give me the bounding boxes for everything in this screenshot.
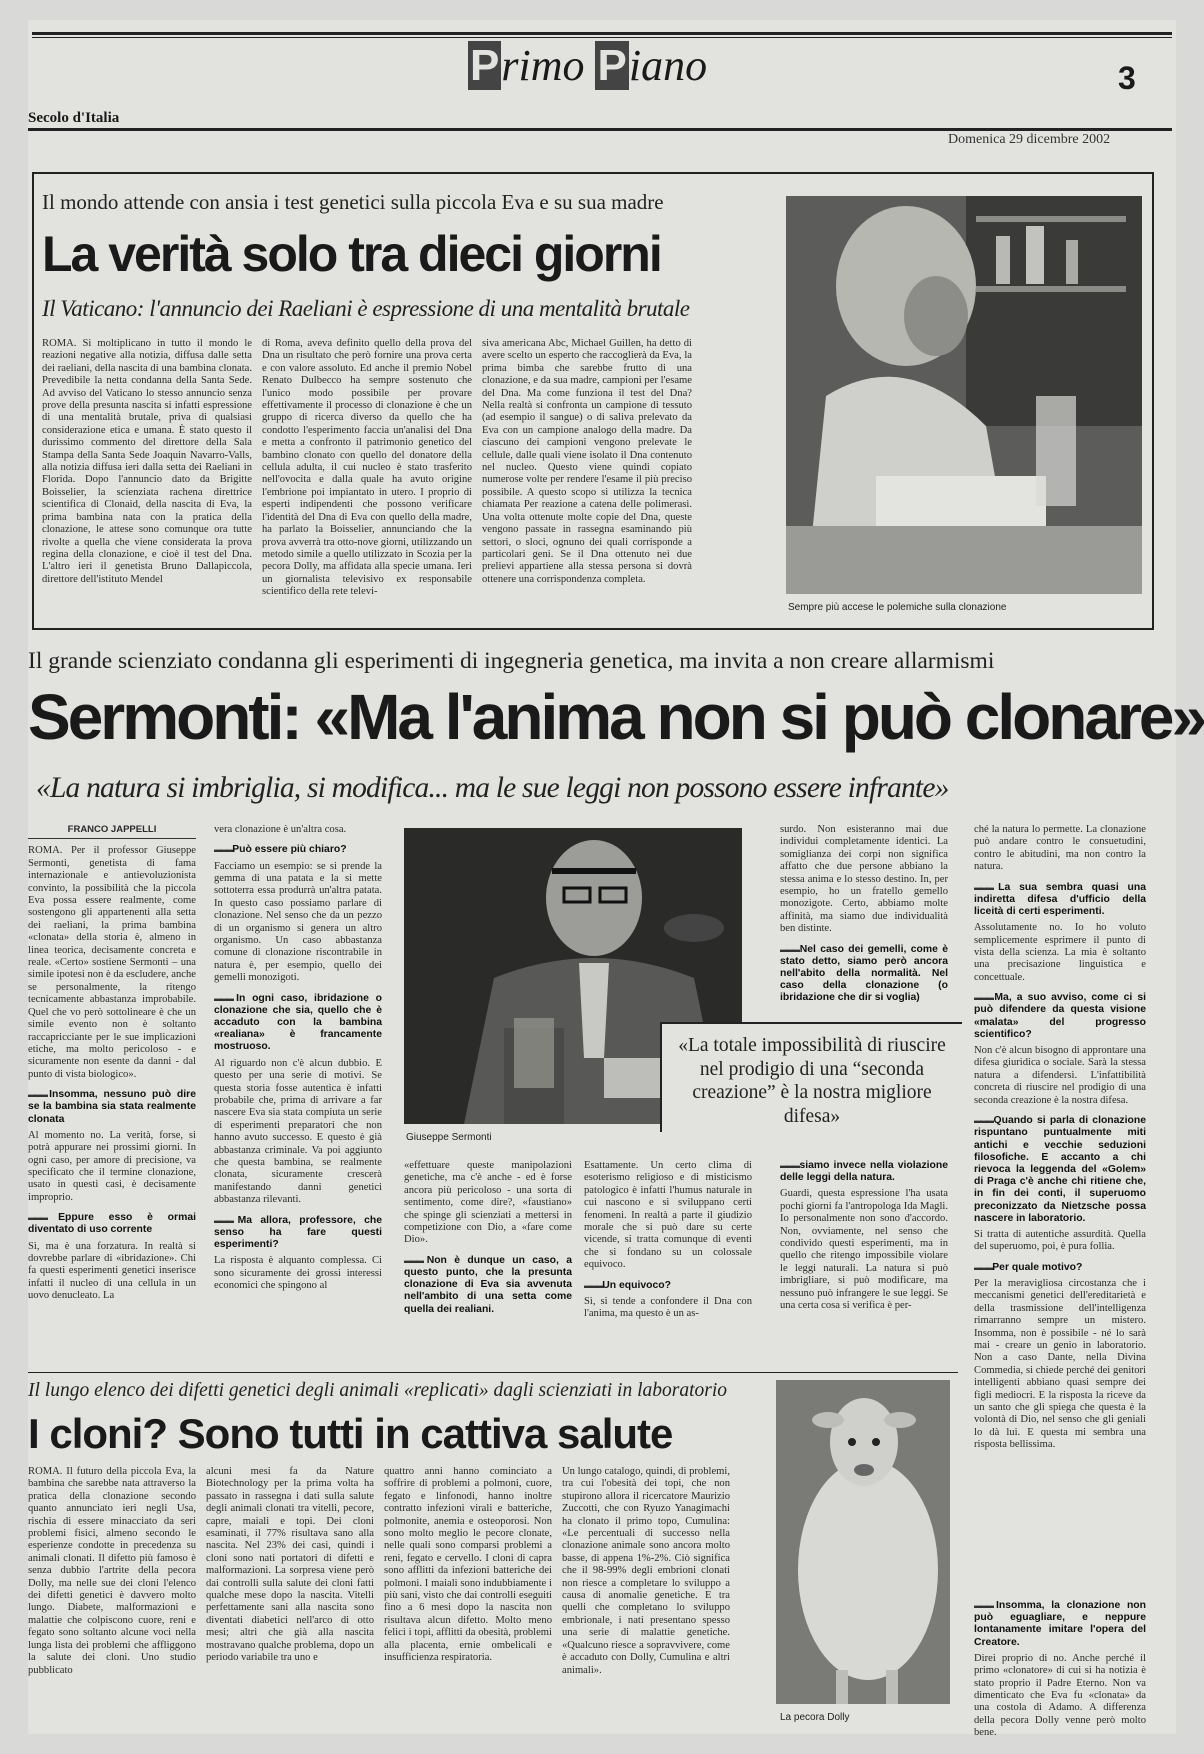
article-3-col-4: Un lungo catalogo, quindi, di problemi, tra cui l'obesità dei topi, che non stupirono allora il ricercatore Maurizio Zuccotti, che con Ryuzo Yanagimachi ha clonato il primo topo, Cumulina: «Le percentuali di successo nella clonazione animale sono ancora molto basse, di appena 1%-2%. Ciò significa che il 98-99% degli embrioni clonati non riesce a completare lo sviluppo a causa di anomalie genetiche. E tra quelli che completano lo sviluppo embrionale, i nati presentano spesso una serie di malattie genetiche. «Qualcuno riesce a sopravvivere, come è accaduto con Dolly, Cumulina e altri animali». bbox=[562, 1466, 730, 1676]
question: ▬▬▬ Per quale motivo? bbox=[974, 1262, 1146, 1274]
question: ▬▬▬ Ma, a suo avviso, come ci si può difendere da questa visione «malata» del progresso scientifico? bbox=[974, 992, 1146, 1041]
sheep-image bbox=[776, 1380, 950, 1704]
paragraph: ROMA. Per il professor Giuseppe Sermonti, genetista di fama internazionale e antievoluzionista convinto, la possibilità che la piccola Eva possa essere realmente, come sostengono gli appartenenti alla setta dei raeliani, la prima bambina «clonata» della storia è, almeno in linea teorica, decisamente concreta e reale. «Certo» sostiene Sermonti – una simile ipotesi non è da escludere, anche se personalmente, la ritengo tecnicamente abbastanza improbabile. Quel che vo però sottolineare è che un simile evento non è soltanto raccapricciante per le sue implicazioni etiche, ma molto pericoloso - e sicuramente non esente da danni - dal punto di vista biologico». bbox=[28, 845, 196, 1080]
lab-scene-image bbox=[786, 196, 1142, 594]
paragraph: Si tratta di autentiche assurdità. Quella del superuomo, poi, è pura follia. bbox=[974, 1228, 1146, 1253]
article-1-headline: La verità solo tra dieci giorni bbox=[42, 226, 661, 282]
paragraph: vera clonazione è un'altra cosa. bbox=[214, 824, 347, 835]
article-2-col-1 bbox=[28, 824, 196, 1358]
article-3-rule bbox=[28, 1372, 958, 1373]
newspaper-name: Secolo d'Italia bbox=[28, 110, 120, 126]
question: ▬▬▬ La sua sembra quasi una indiretta difesa d'ufficio della liceità di certi esperimenti. bbox=[974, 882, 1146, 919]
article-2-caption: Giuseppe Sermonti bbox=[406, 1132, 492, 1143]
question: ▬▬▬ Quando si parla di clonazione rispuntano puntualmente miti antichi e vecchie seduzioni filosofiche. E accanto a chi rievoca la leggenda del «Golem» di Praga c'è anche chi ritiene che, in fin dei conti, il superuomo preconizzato da Nietzsche possa nascere in laboratorio. bbox=[974, 1115, 1146, 1225]
date: Domenica 29 dicembre 2002 bbox=[948, 132, 1111, 147]
article-1-kicker: Il mondo attende con ansia i test genetici sulla piccola Eva e su sua madre bbox=[42, 190, 664, 214]
article-2-col-5-bottom bbox=[780, 1160, 948, 1356]
paragraph: Facciamo un esempio: se si prende la gemma di una patata e la si mette sottoterra essa produrrà un'altra patata. In questo caso possiamo parlare di clonazione. Nel senso che da un pezzo di un organismo si genera un altro organismo. Un caso abbastanza comune di clonazione riscontrabile in natura è, per esempio, quello dei gemelli monozigoti. bbox=[214, 860, 382, 984]
article-3-col-1: ROMA. Il futuro della piccola Eva, la bambina che sarebbe nata attraverso la pratica della clonazione secondo quanto annunciato ieri negli Usa, rischia di essere minacciato da seri problemi fisici, almeno secondo le esperienze condotte in precedenza su animali clonati. Il difetto più famoso è senza dubbio l'artrite della pecora Dolly, ma nelle sue dei cloni l'elenco dei difetti genetici è davvero molto lungo. Diabete, malformazioni e malattie che colpiscono cuore, reni e fegato sono soltanto alcune voci nella lunga lista dei problemi che affliggono la salute dei cloni. Uno studio pubblicato bbox=[28, 1466, 196, 1676]
paragraph: «effettuare queste manipolazioni genetiche, ma c'è anche - ed è forse ancora più pericoloso - una sorta di sentimento, come dire?, «faustiano» che spinge gli scienziati a mettersi in competizione con Dio, a «fare come Dio». bbox=[404, 1160, 572, 1246]
article-2-col-5-top bbox=[780, 824, 948, 1014]
masthead-rule bbox=[28, 128, 1172, 131]
article-3-col-3: quattro anni hanno cominciato a soffrire di problemi a polmoni, cuore, fegato e linfonodi, hanno inoltre contratto infezioni virali e batteriche, polmonite, anemia e osteoporosi. Non sono molto meglio le pecore clonate, nelle quali sono comparsi problemi a reni, fegato e cervello. I cloni di capra sono afflitti da infezioni batteriche dei polmoni. I maiali sono indubbiamente i più sani, visto che dai controlli eseguiti fino a 6 mesi dopo la nascita non risultava alcun difetto. Molto meno felici i topi, afflitti da obesità, problemi alla placenta, ernie ombelicali e insufficienza respiratoria. bbox=[384, 1466, 552, 1664]
paragraph: La risposta è alquanto complessa. Ci sono sicuramente dei grossi interessi economici che spingono al bbox=[214, 1255, 382, 1291]
article-1-col-1: ROMA. Si moltiplicano in tutto il mondo le reazioni negative alla notizia, diffusa dalle setta dei raeliani, della nascita di una bambina clonata. Prevedibile la netta condanna della Santa Sede. Ad avviso del Vaticano lo stesso annuncio senza prove della presunta nascita si infatti espressione di una mentalità brutale, priva di qualsiasi considerazione etica e umana. È stato questo il durissimo commento del direttore della Sala Stampa della Santa Sede Joaquin Navarro-Valls, alla notizia diffusa ieri dalla setta dei Raeliani in Florida. Dopo l'annuncio dato da Brigitte Boisselier, la scienziata rachena direttrice scientifica di Clonaid, della nascita di Eva, la prima bambina nata con la pratica della clonazione, le attese sono comunque ora tutte rivolte a quella che viene considerata la prova regina della clonazione, e cioè il test del Dna. L'altro ieri il genetista Bruno Dallapiccola, direttore dell'istituto Mendel bbox=[42, 338, 252, 585]
pull-quote: «La totale impossibilità di riuscire nel prodigio di una “seconda creazione” è la nostra migliore difesa» bbox=[660, 1022, 962, 1132]
article-1-col-2: di Roma, aveva definito quello della prova del Dna un risultato che però fornire una prova certa e con valore assoluto. Ed anche il premio Nobel Renato Dulbecco ha sempre sostenuto che l'unico modo possibile per provare effettivamente il processo di clonazione è che un gruppo di ricerca diverso da quello che ha condotto l'esperimento faccia un'analisi del Dna e metta a confronto il patrimonio genetico del bambino clonato con quello del donatore della cellula adulta, il cui nucleo è stato trasferito nell'ovocita e dalla quale ha avuto origine l'embrione poi impiantato in utero. I proprio di esperti indipendenti che possono verificare l'identità del Dna di Eva con quello della madre, ha parlato la Boisselier, annunciando che la prova avverrà tra otto-nove giorni, utilizzando un metodo simile a quello utilizzato in Scozia per la pecora Dolly, ma affidata alla specie umana. Ieri un giornalista televisivo ex responsabile scientifico della rete televi- bbox=[262, 338, 472, 598]
paragraph: ché la natura lo permette. La clonazione può andare contro le consuetudini, contro le abitudini, ma non contro la natura. bbox=[974, 824, 1146, 873]
article-1-col-3: siva americana Abc, Michael Guillen, ha detto di avere scelto un esperto che raccoglierà da Eva, la prima bimba che sarebbe frutto di una clonazione, e da sua madre, campioni per l'esame del Dna. Ma come funziona il test del Dna? Nella realtà si confronta un campione di tessuto (ad esempio il sangue) o di saliva prelevato da Eva con un campione analogo della madre. Da ciascuno dei campioni vengono prelevate le cellule, dalle quali viene isolato il Dna contenuto nel nucleo. Questo viene quindi copiato numerose volte per rendere l'esame il più preciso possibile. A questo scopo si utilizza la tecnica chiamata Per reazione a catena delle polimerasi. Una volta ottenute molte copie del Dna, queste vengono passate in rassegna esaminando più settori, o sloci, ognuno dei quali corrisponde a particolari geni. Se il Dna ottenuto nei due prelievi appartiene alla stessa persona si dovrà ottenere una corrispondenza completa. bbox=[482, 338, 692, 585]
paragraph: Al momento no. La verità, forse, si potrà appurare nei prossimi giorni. In ogni caso, per amore di precisione, va specificato che il termine clonazione, usato in questi casi, è decisamente improprio. bbox=[28, 1129, 196, 1203]
top-rule bbox=[32, 32, 1172, 35]
question: ▬▬▬ siamo invece nella violazione delle leggi della natura. bbox=[780, 1160, 948, 1184]
article-2-headline: Sermonti: «Ma l'anima non si può clonare» bbox=[28, 681, 1204, 753]
article-3-col-2: alcuni mesi fa da Nature Biotechnology per la prima volta ha passato in rassegna i dati sulla salute degli animali clonati tra vitelli, pecore, capre, maiali e topi. Dei cloni esaminati, il 77% risultava sano alla nascita. Nel 23% dei casi, quindi i cloni sono nati portatori di difetti e malformazioni. La sorpresa viene però dai controlli sulla salute dei cloni fatti qualche mese dopo la nascita. Vitelli perfettamente sani alla nascita sono diventati diabetici nell'arco di otto mesi; altri che già alla nascita mostravano qualche problema, dopo un periodo variabile tra uno e bbox=[206, 1466, 374, 1664]
paragraph: Al riguardo non c'è alcun dubbio. E questo per una serie di motivi. Se questa storia fosse autentica è infatti probabile che, prima di arrivare a far nascere Eva sia stata compiuta un serie di esperimenti preparatori che non hanno avuto successo. E questo è già abbastanza criminale. Va poi aggiunto che questa bambina, se realmente clonata, sicuramente crescerà manifestando danni genetici abbastanza rilevanti. bbox=[214, 1057, 382, 1206]
byline: FRANCO JAPPELLI bbox=[28, 824, 196, 839]
question: ▬▬▬ Nel caso dei gemelli, come è stato detto, siamo però ancora nell'abito della normalità. Nel caso della clonazione (o ibridazione che dir si voglia) bbox=[780, 944, 948, 1005]
page-number: 3 bbox=[1118, 60, 1136, 96]
article-2-col-4 bbox=[584, 1160, 752, 1356]
question: ▬▬▬ Eppure esso è ormai diventato di uso corrente bbox=[28, 1212, 196, 1236]
question: ▬▬▬ Può essere più chiaro? bbox=[214, 844, 382, 856]
article-2-col-6 bbox=[974, 824, 1146, 1451]
paragraph: Per la meravigliosa circostanza che i meccanismi genetici dell'ereditarietà e della trasmissione dell'intelligenza rimarranno sempre un mistero. Insomma, non è possibile - né lo sarà mai - creare un genio in laboratorio. Non a caso Dante, nella Divina Commedia, si chiede perché dei genitori intelligenti abbiano quasi sempre dei figli mediocri. E la risposta la riceve da un santo che gli spiega che questa è la volontà di Dio, nel senso che gli geniali lo dà lui. E questa mi sembra una risposta bellissima. bbox=[974, 1277, 1146, 1451]
question: ▬▬▬ Insomma, la clonazione non può eguagliare, e neppure lontanamente imitare l'opera del Creatore. bbox=[974, 1600, 1146, 1649]
paragraph: Esattamente. Un certo clima di esoterismo religioso e di misticismo patologico è infatti l'humus naturale in cui nascono e si sviluppano certi fenomeni. In realtà a parte il giudizio morale che si può dare su certe vicende, si tratta comunque di eventi che si fondano su un colossale equivoco. bbox=[584, 1160, 752, 1271]
lab-photo bbox=[786, 196, 1142, 594]
section-title: Primo Piano bbox=[470, 41, 708, 90]
article-2-col-6-end bbox=[974, 1600, 1146, 1739]
paragraph: Direi proprio di no. Anche perché il primo «clonatore» di cui si ha notizia è stato proprio il Padre Eterno. Non va dimenticato che Eva fu «clonata» da una costola di Adamo. A differenza della pecora Dolly venne però molto bene. bbox=[974, 1652, 1146, 1739]
article-2-deck: «La natura si imbriglia, si modifica... ma le sue leggi non possono essere infrante» bbox=[36, 772, 949, 804]
article-1-deck: Il Vaticano: l'annuncio dei Raeliani è espressione di una mentalità brutale bbox=[42, 296, 690, 321]
paragraph: Guardi, questa espressione l'ha usata pochi giorni fa l'antropologa Ida Magli. Io personalmente non sono d'accordo. Non, ovviamente, nel senso che condivido questi esperimenti, ma in quello che ritengo impossibile violare le leggi naturali. La natura si può imbrigliare, si può modificare, ma nessuno può infrangere le sue leggi. Se una certa cosa si verifica è per- bbox=[780, 1188, 948, 1312]
paragraph: surdo. Non esisteranno mai due individui completamente identici. La somiglianza dei corpi non significa affatto che due persone abbiano la stessa anima e lo stesso destino. In, per esempio, ho un fratello gemello monozigote. Certo, abbiamo molte affinità, ma siamo due individualità ben distinte. bbox=[780, 824, 948, 935]
article-1-caption: Sempre più accese le polemiche sulla clonazione bbox=[788, 602, 1007, 613]
question: ▬▬▬ In ogni caso, ibridazione o clonazione che sia, quello che è accaduto con la bambina «realiana» è francamente mostruoso. bbox=[214, 993, 382, 1054]
article-3-headline: I cloni? Sono tutti in cattiva salute bbox=[28, 1410, 673, 1457]
question: ▬▬▬ Insomma, nessuno può dire se la bambina sia stata realmente clonata bbox=[28, 1089, 196, 1126]
paragraph: Assolutamente no. Io ho voluto semplicemente esprimere il punto di vista della scienza. La mia è soltanto una precisazione linguistica e concettuale. bbox=[974, 922, 1146, 983]
paragraph: Sì, si tende a confondere il Dna con l'anima, ma questo è un as- bbox=[584, 1295, 752, 1320]
article-3-caption: La pecora Dolly bbox=[780, 1712, 850, 1723]
question: ▬▬▬ Ma allora, professore, che senso ha fare questi esperimenti? bbox=[214, 1215, 382, 1252]
paragraph: Non c'è alcun bisogno di approntare una difesa giuridica o sociale. Sarà la stessa natura a difendersi. L'infattibilità concreta di riuscire nel prodigio di una seconda creazione è la nostra difesa. bbox=[974, 1045, 1146, 1106]
question: ▬▬▬ Non è dunque un caso, a questo punto, che la presunta clonazione di Eva sia avvenuta nell'ambito di una setta come quella dei realiani. bbox=[404, 1255, 572, 1316]
article-3-kicker: Il lungo elenco dei difetti genetici degli animali «replicati» dagli scienziati in laboratorio bbox=[28, 1380, 728, 1401]
top-rule-thin bbox=[32, 37, 1172, 38]
question: ▬▬▬ Un equivoco? bbox=[584, 1280, 752, 1292]
newspaper-page bbox=[28, 20, 1204, 1739]
article-2-kicker: Il grande scienziato condanna gli esperimenti di ingegneria genetica, ma invita a non creare allarmismi bbox=[28, 648, 995, 674]
article-2-col-3 bbox=[404, 1160, 572, 1356]
paragraph: Sì, ma è una forzatura. In realtà si dovrebbe parlare di «ibridazione». Chi fa questi esperimenti genetici inserisce infatti il nucleo di una cellula in un uovo denucleato. La bbox=[28, 1240, 196, 1302]
dolly-photo bbox=[776, 1380, 950, 1704]
article-2-col-2 bbox=[214, 824, 382, 1358]
